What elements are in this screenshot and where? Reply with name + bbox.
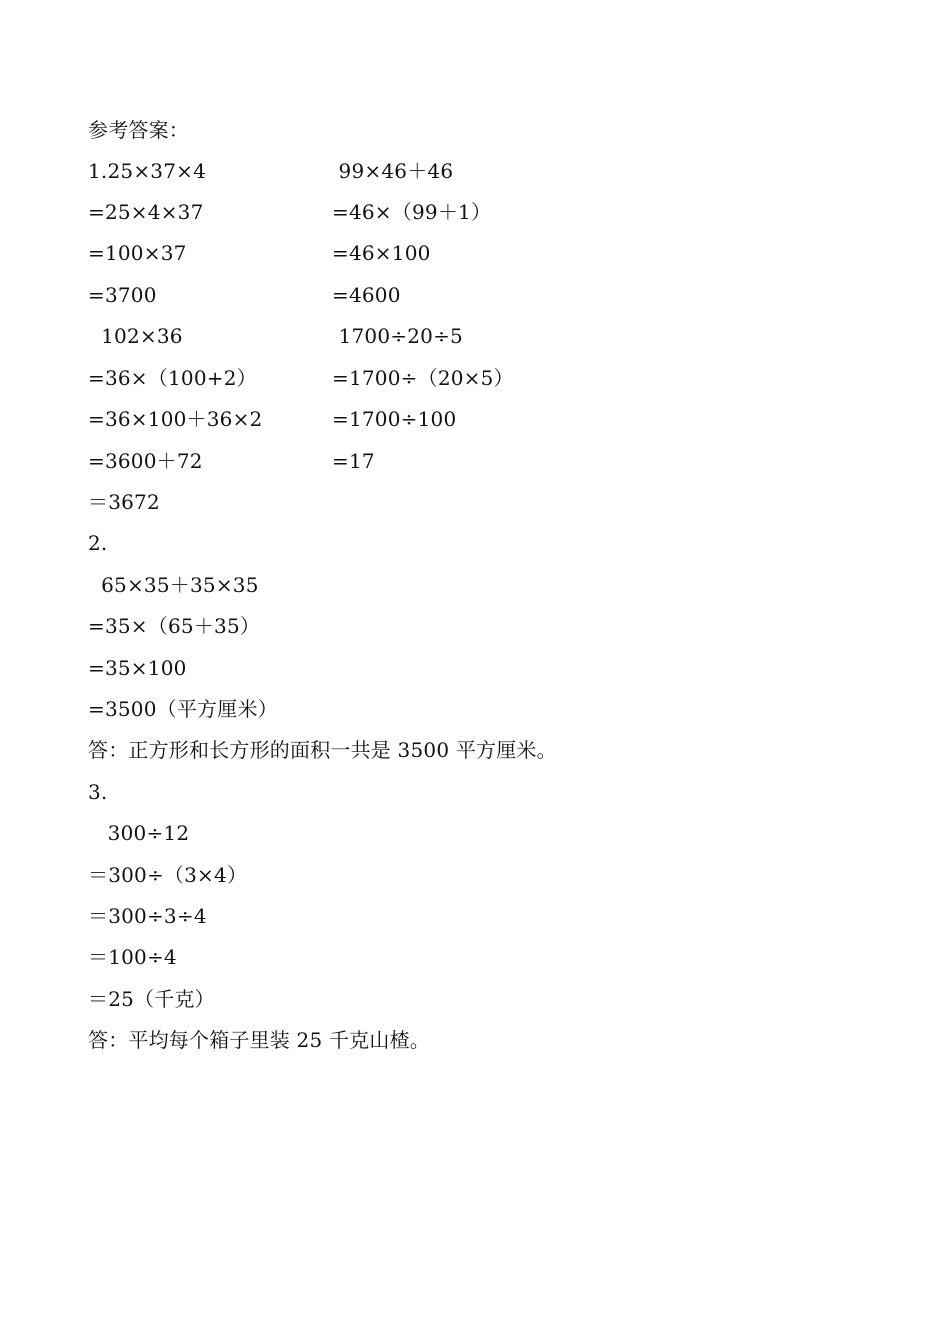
q2-step: =35×100 [88,656,187,680]
q1-right-b-line: =1700÷100 [332,407,457,431]
q3-step: ＝300÷3÷4 [88,904,207,928]
q1-right-b-line: 1700÷20÷5 [332,324,463,348]
q3-step: ＝300÷（3×4） [88,863,248,887]
answers-heading: 参考答案： [88,118,189,142]
q3-number: 3. [88,780,108,804]
q3-step: ＝100÷4 [88,945,177,969]
q1-left-b-line: =36×100＋36×2 [88,407,263,431]
q1-left-b-line: =36×（100+2） [88,366,257,390]
q1-right-b-line: =1700÷（20×5） [332,366,514,390]
q1-left-b-line: ＝3672 [88,490,160,514]
q2-step: 65×35＋35×35 [88,573,259,597]
q1-right-a-line: 99×46＋46 [332,159,454,183]
q2-step: =3500（平方厘米） [88,697,278,721]
q1-right-a-line: =46×（99＋1） [332,200,492,224]
q1-left-a-line: 1.25×37×4 [88,159,207,183]
q1-right-a-line: =4600 [332,283,401,307]
q3-step: 300÷12 [88,821,190,845]
q2-number: 2. [88,531,108,555]
q1-left-b-line: =3600＋72 [88,449,203,473]
q3-answer: 答：平均每个箱子里装 25 千克山楂。 [88,1028,430,1052]
q1-left-a-line: =25×4×37 [88,200,204,224]
q1-right-a-line: =46×100 [332,241,431,265]
q1-left-a-line: =100×37 [88,241,187,265]
q1-left-b-line: 102×36 [88,324,183,348]
q2-step: =35×（65＋35） [88,614,261,638]
q1-left-a-line: =3700 [88,283,157,307]
q1-right-b-line: =17 [332,449,375,473]
q2-answer: 答：正方形和长方形的面积一共是 3500 平方厘米。 [88,738,557,762]
q3-step: ＝25（千克） [88,987,215,1011]
